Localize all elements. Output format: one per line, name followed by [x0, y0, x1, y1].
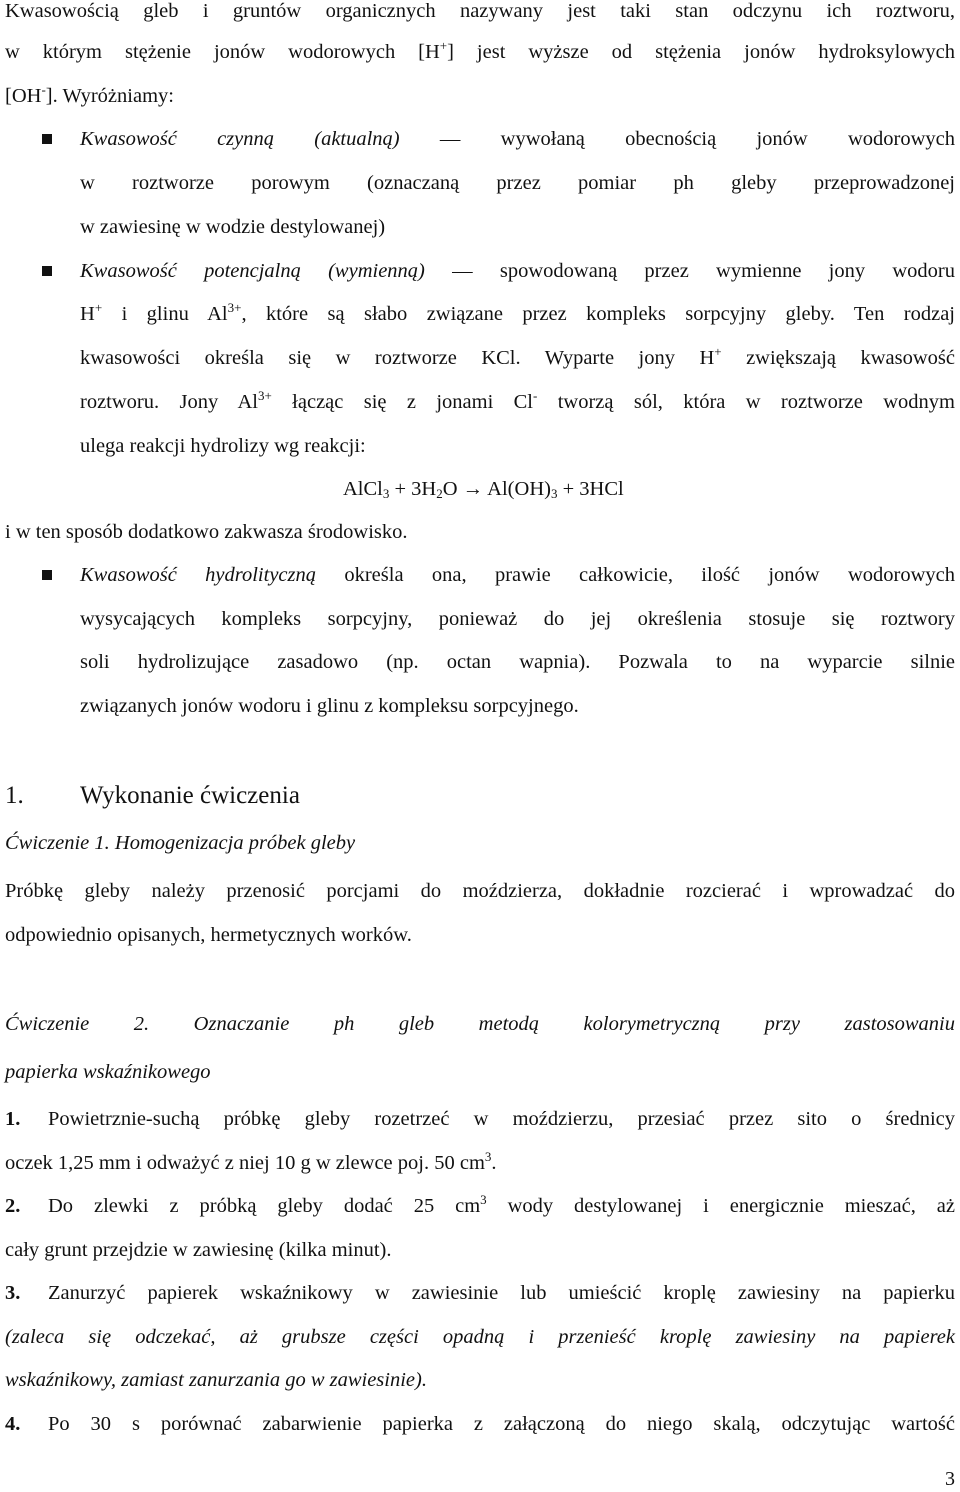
bullet2-after: i w ten sposób dodatkowo zakwasza środowisko.	[5, 521, 408, 543]
step-2-number: 2.	[5, 1195, 21, 1217]
section-title: Wykonanie ćwiczenia	[80, 782, 300, 809]
exercise1-line-2: odpowiednio opisanych, hermetycznych worków.	[5, 924, 412, 946]
bullet3-line-4: związanych jonów wodoru i glinu z kompleksu sorpcyjnego.	[80, 695, 579, 717]
step-4-number: 4.	[5, 1413, 21, 1435]
bullet2-line-1: Kwasowość potencjalną (wymienną) — spowodowaną przez wymienne jony wodoru	[80, 260, 956, 282]
step-2-line-2: cały grunt przejdzie w zawiesinę (kilka minut).	[5, 1239, 392, 1261]
exercise1-line-1: Próbkę gleby należy przenosić porcjami do moździerza, dokładnie rozcierać i wprowadzać do	[5, 880, 955, 902]
bullet1-line-2: w roztworze porowym (oznaczaną przez pomiar ph gleby przeprowadzonej	[80, 172, 955, 194]
bullet3-line-1: Kwasowość hydrolityczną określa ona, prawie całkowicie, ilość jonów wodorowych	[80, 564, 955, 586]
bullet2-line-3: kwasowości określa się w roztworze KCl. Wyparte jony H+ zwiększają kwasowość	[80, 344, 955, 369]
page-number: 3	[945, 1468, 955, 1490]
bullet-marker	[42, 266, 52, 276]
bullet1-line-1: Kwasowość czynną (aktualną) — wywołaną obecnością jonów wodorowych	[80, 128, 955, 150]
bullet-marker	[42, 134, 52, 144]
bullet-marker	[42, 570, 52, 580]
intro-line-3: [OH-]. Wyróżniamy:	[5, 82, 174, 107]
intro-line-2: w którym stężenie jonów wodorowych [H+] jest wyższe od stężenia jonów hydroksylowych	[5, 38, 955, 63]
exercise2-title-line-1: Ćwiczenie 2. Oznaczanie ph gleb metodą kolorymetryczną przy zastosowaniu	[5, 1013, 955, 1035]
bullet2-line-4: roztworu. Jony $Al^{3+}$ łącząc się z jonami Cl- tworzą sól, która w roztworze wodnym	[80, 388, 955, 413]
intro-line-1: Kwasowością gleb i gruntów organicznych nazywany jest taki stan odczynu ich roztworu,	[5, 0, 955, 22]
bullet2-line-2: H+ i glinu $Al^{3+}$, które są słabo związane przez kompleks sorpcyjny gleby. Ten rodzaj	[80, 300, 955, 325]
exercise2-title-line-2: papierka wskaźnikowego	[5, 1061, 211, 1083]
step-1-number: 1.	[5, 1108, 21, 1130]
bullet2-line-5: ulega reakcji hydrolizy wg reakcji:	[80, 435, 366, 457]
step-3-line-2: (zaleca się odczekać, aż grubsze części opadną i przenieść kroplę zawiesiny na papierek	[5, 1326, 955, 1348]
step-3-number: 3.	[5, 1282, 21, 1304]
step-3-line-1: Zanurzyć papierek wskaźnikowy w zawiesinie lub umieścić kroplę zawiesiny na papierku	[48, 1282, 955, 1304]
step-3-line-3: wskaźnikowy, zamiast zanurzania go w zawiesinie).	[5, 1369, 427, 1391]
step-2-line-1: Do zlewki z próbką gleby dodać 25 $cm^3$ wody destylowanej i energicznie mieszać, aż	[48, 1192, 955, 1217]
bullet1-line-3: w zawiesinę w wodzie destylowanej)	[80, 216, 386, 238]
bullet3-line-3: soli hydrolizujące zasadowo (np. octan wapnia). Pozwala to na wyparcie silnie	[80, 651, 955, 673]
step-1-line-2: oczek 1,25 mm i odważyć z niej 10 g w zlewce poj. 50 $cm^3$.	[5, 1149, 497, 1174]
section-number: 1.	[5, 782, 24, 809]
step-4-line-1: Po 30 s porównać zabarwienie papierka z załączoną do niego skalą, odczytując wartość	[48, 1413, 955, 1435]
step-1-line-1: Powietrznie-suchą próbkę gleby rozetrzeć w moździerzu, przesiać przez sito o średnicy	[48, 1108, 955, 1130]
reaction-arrow-icon: →	[462, 478, 484, 500]
reaction-equation: AlCl$_3$ + $3H_2O \to Al(OH)_3 + 3HCl$	[343, 478, 624, 501]
bullet3-line-2: wysycających kompleks sorpcyjny, ponieważ do jej określenia stosuje się roztwory	[80, 608, 955, 630]
exercise1-title: Ćwiczenie 1. Homogenizacja próbek gleby	[5, 832, 356, 854]
